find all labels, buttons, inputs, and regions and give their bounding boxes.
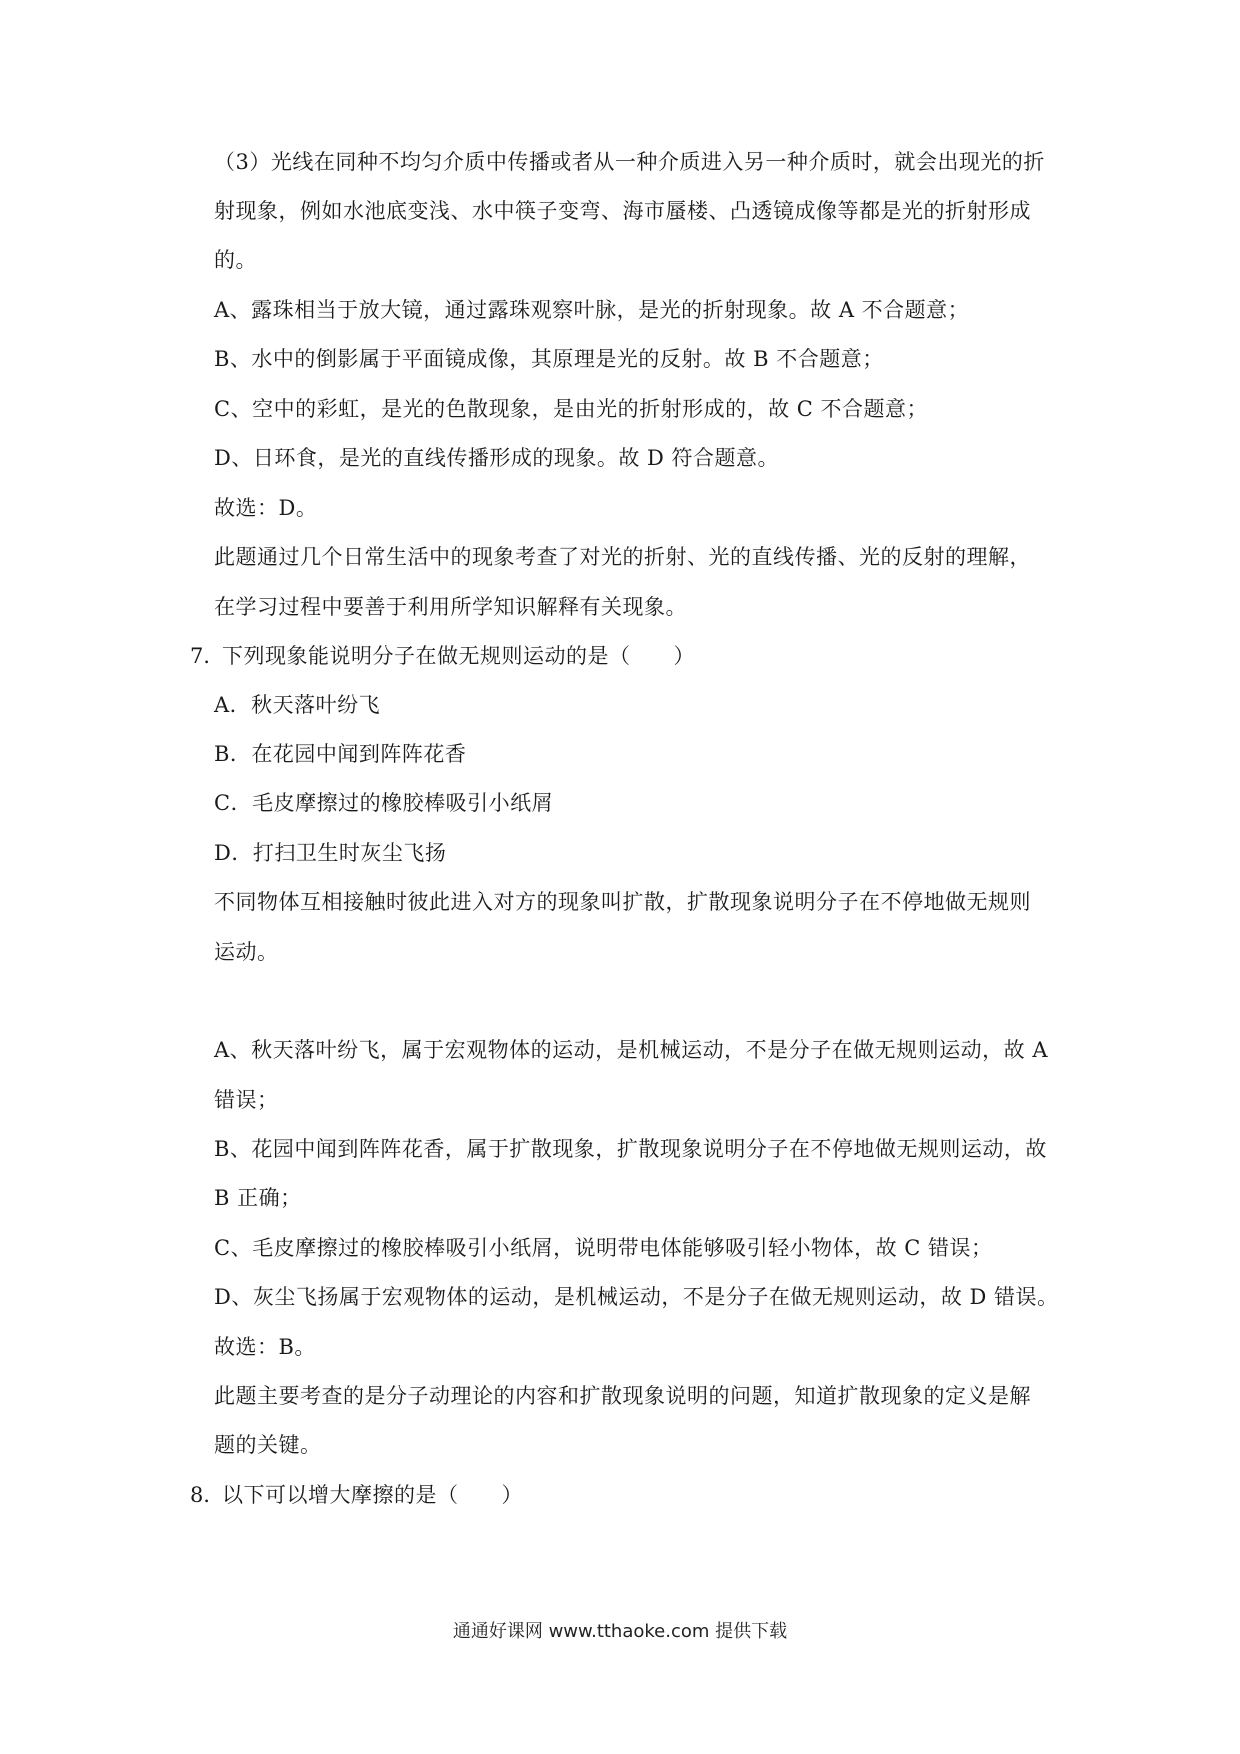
- explanation-line: 射现象，例如水池底变浅、水中筷子变弯、海市蜃楼、凸透镜成像等都是光的折射形成: [214, 199, 1031, 223]
- question-option: D．打扫卫生时灰尘飞扬: [214, 841, 447, 865]
- solution-c: C、毛皮摩擦过的橡胶棒吸引小纸屑，说明带电体能够吸引轻小物体，故 C 错误；: [214, 1236, 993, 1260]
- analysis-line: 运动。: [214, 940, 279, 964]
- explanation-line: 的。: [214, 248, 257, 272]
- comment-line: 题的关键。: [214, 1433, 322, 1457]
- question-stem: 以下可以增大摩擦的是（ ）: [222, 1483, 523, 1507]
- solution-a: 错误；: [214, 1088, 279, 1112]
- answer-line: 故选：B。: [214, 1335, 316, 1359]
- option-explanation-b: B、水中的倒影属于平面镜成像，其原理是光的反射。故 B 不合题意；: [214, 347, 884, 371]
- solution-a: A、秋天落叶纷飞，属于宏观物体的运动，是机械运动，不是分子在做无规则运动，故 A: [214, 1038, 1049, 1062]
- page-footer: 通通好课网 www.tthaoke.com 提供下载: [452, 1621, 788, 1642]
- question-number: 7．: [190, 644, 225, 668]
- option-explanation-a: A、露珠相当于放大镜，通过露珠观察叶脉，是光的折射现象。故 A 不合题意；: [214, 298, 970, 322]
- explanation-line: （3）光线在同种不均匀介质中传播或者从一种介质进入另一种介质时，就会出现光的折: [214, 150, 1045, 174]
- comment-line: 此题通过几个日常生活中的现象考查了对光的折射、光的直线传播、光的反射的理解，: [214, 545, 1031, 569]
- comment-line: 此题主要考查的是分子动理论的内容和扩散现象说明的问题，知道扩散现象的定义是解: [214, 1384, 1031, 1408]
- solution-b: B、花园中闻到阵阵花香，属于扩散现象，扩散现象说明分子在不停地做无规则运动，故: [214, 1137, 1047, 1161]
- comment-line: 在学习过程中要善于利用所学知识解释有关现象。: [214, 595, 687, 619]
- solution-d: D、灰尘飞扬属于宏观物体的运动，是机械运动，不是分子在做无规则运动，故 D 错误。: [214, 1285, 1059, 1309]
- analysis-line: 不同物体互相接触时彼此进入对方的现象叫扩散，扩散现象说明分子在不停地做无规则: [214, 890, 1031, 914]
- question-option: B．在花园中闻到阵阵花香: [214, 742, 467, 766]
- solution-b: B 正确；: [214, 1186, 302, 1210]
- question-option: A．秋天落叶纷飞: [214, 693, 381, 717]
- option-explanation-c: C、空中的彩虹，是光的色散现象，是由光的折射形成的，故 C 不合题意；: [214, 397, 928, 421]
- answer-line: 故选：D。: [214, 496, 318, 520]
- question-stem: 下列现象能说明分子在做无规则运动的是（ ）: [222, 644, 695, 668]
- option-explanation-d: D、日环食，是光的直线传播形成的现象。故 D 符合题意。: [214, 446, 780, 470]
- question-option: C．毛皮摩擦过的橡胶棒吸引小纸屑: [214, 791, 554, 815]
- question-number: 8．: [190, 1483, 225, 1507]
